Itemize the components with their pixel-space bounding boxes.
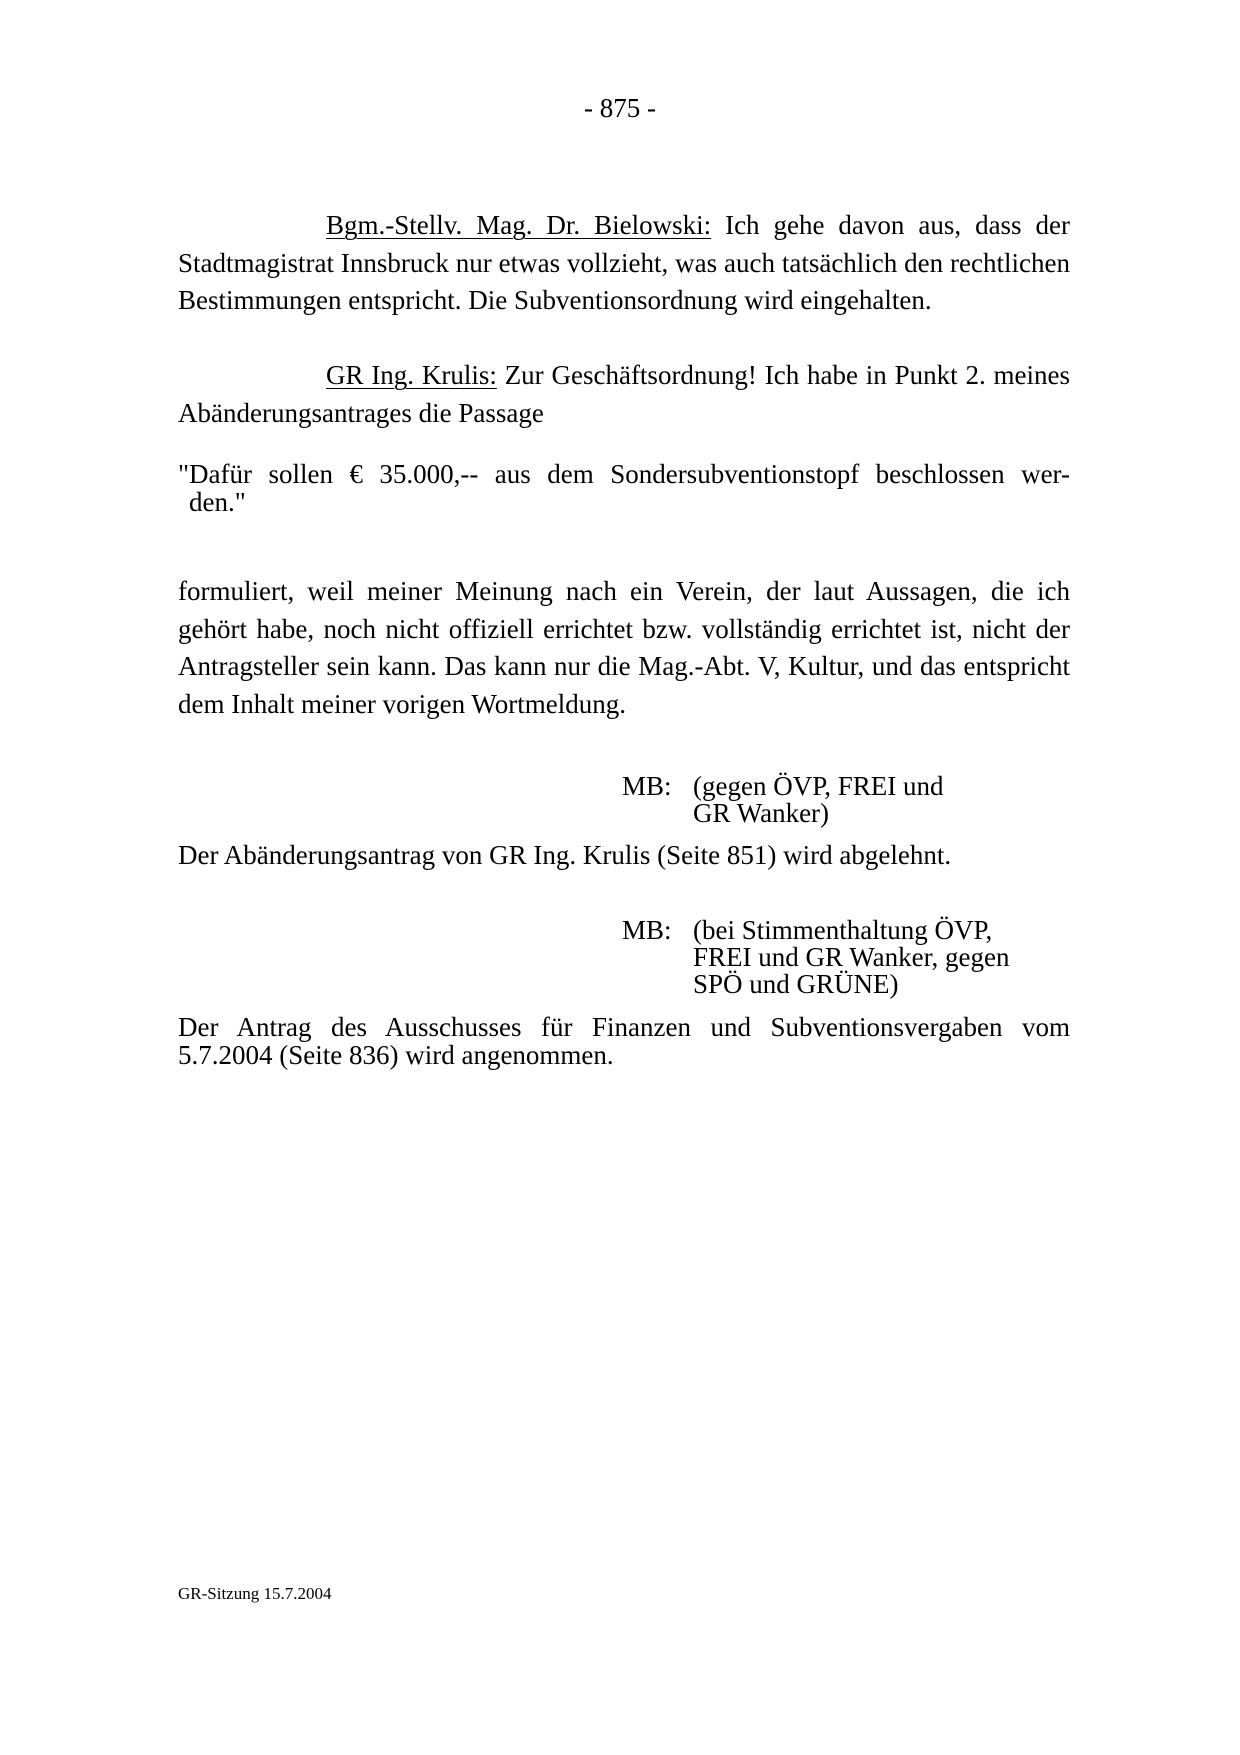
result-line: 5.7.2004 (Seite 836) wird angenommen. (178, 1040, 614, 1070)
vote-line: (gegen ÖVP, FREI und (693, 771, 944, 801)
speaker-name: Bgm.-Stellv. Mag. Dr. Bielowski: (326, 210, 712, 240)
footer-session-date: GR-Sitzung 15.7.2004 (178, 1584, 332, 1603)
vote-label: MB: (622, 771, 672, 801)
paragraph-text: Ich gehe davon aus, dass der Stadtmagistrat Innsbruck nur etwas vollzieht, was auch tatsächlich den rechtlichen Bestimmungen entspricht. Die Subventionsordnung wird eingehalten. (178, 210, 1070, 315)
page-number: - 875 - (584, 93, 656, 123)
vote-text (693, 773, 1093, 827)
paragraph-text: Zur Geschäftsordnung! Ich habe in Punkt 2. meines Abänderungsantrages die Passage (178, 360, 1070, 428)
quoted-passage (178, 460, 1070, 516)
paragraph-bielowski (178, 207, 1070, 320)
vote-line: GR Wanker) (693, 798, 830, 828)
vote-line: (bei Stimmenthaltung ÖVP, (693, 915, 993, 945)
vote-line: FREI und GR Wanker, gegen (693, 942, 1010, 972)
vote-result: Der Abänderungsantrag von GR Ing. Krulis (Seite 851) wird abgelehnt. (178, 840, 952, 870)
paragraph-krulis (178, 357, 1070, 432)
vote-line: SPÖ und GRÜNE) (693, 969, 899, 999)
paragraph-continuation: formuliert, weil meiner Meinung nach ein Verein, der laut Aussagen, die ich gehört habe, noch nicht offiziell errichtet bzw. vollständig errichtet ist, nicht der Antragsteller sein kann. Das kann nur die Mag.-Abt. V, Kultur, und das entspricht dem Inhalt meiner vorigen Wortmeldung. (178, 576, 1070, 719)
result-line: Der Antrag des Ausschusses für Finanzen und Subventionsvergaben vom (178, 1012, 1070, 1042)
speaker-name: GR Ing. Krulis: (326, 360, 497, 390)
quote-line: "Dafür sollen € 35.000,-- aus dem Sondersubventionstopf beschlossen wer- (178, 459, 1070, 489)
vote-result (178, 1013, 1070, 1069)
vote-text (693, 917, 1093, 998)
quote-line: den." (189, 487, 246, 517)
vote-label: MB: (622, 915, 672, 945)
